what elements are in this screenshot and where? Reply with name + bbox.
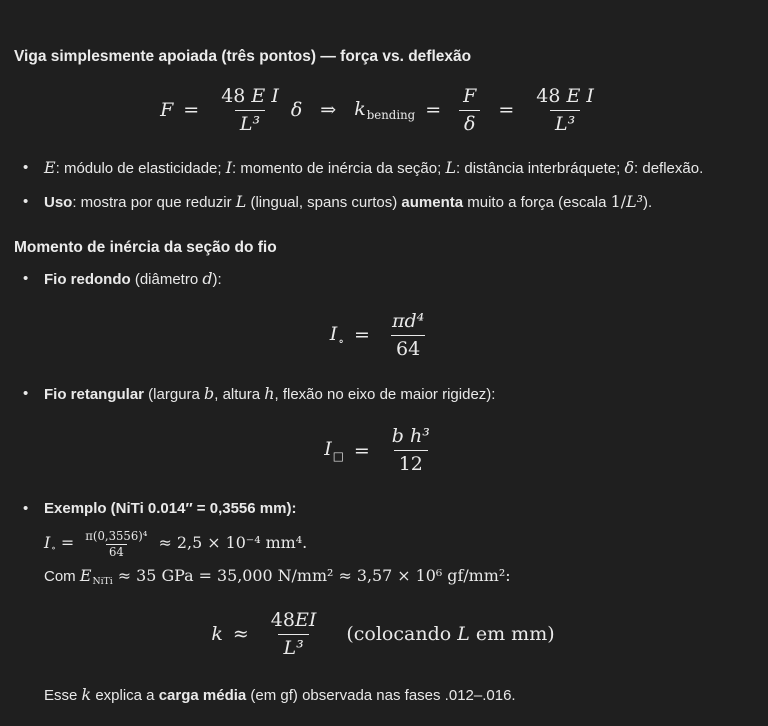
- math-var-F: F: [160, 99, 174, 122]
- text-segment: muito a força (escala: [463, 194, 611, 212]
- text-segment: Esse: [44, 686, 82, 704]
- math-vars: EI: [294, 609, 317, 632]
- inline-fraction: [82, 529, 150, 559]
- equation-force-deflection: [14, 84, 752, 136]
- text-segment: , altura: [214, 385, 265, 403]
- bold-fio-redondo: Fio redondo: [44, 270, 131, 288]
- bullet-example: [14, 497, 752, 520]
- math-var-I: I: [44, 532, 51, 552]
- math-vars: E I: [566, 85, 594, 107]
- example-block: [44, 529, 752, 590]
- approx-sign: ≈: [232, 623, 249, 646]
- fraction-numerator: π(0,3556)⁴: [85, 528, 148, 543]
- fraction-numerator: [531, 84, 599, 110]
- math-coef: 48: [270, 609, 295, 632]
- equation-note: [346, 623, 554, 645]
- math-var-E: E: [44, 158, 56, 178]
- equation-inertia-rect: [14, 424, 752, 476]
- equation-inertia-round: [14, 309, 752, 361]
- math-coef: 48: [221, 85, 252, 107]
- text-segment: : deflexão.: [634, 160, 704, 178]
- fraction-bh3-12: [387, 424, 435, 476]
- text-segment: : módulo de elasticidade;: [55, 160, 226, 178]
- fraction-denominator: 12: [394, 450, 428, 477]
- math-var-k: k: [81, 684, 92, 704]
- bold-uso: Uso: [44, 194, 73, 212]
- bold-exemplo: Exemplo (NiTi 0.014″ = 0,3556 mm):: [44, 499, 297, 517]
- fraction-denominator: 64: [391, 335, 425, 362]
- example-modulus-line: [44, 563, 752, 590]
- math-var-E: E: [79, 566, 92, 586]
- note-text: (colocando: [346, 623, 458, 646]
- math-coef: 48: [536, 85, 567, 107]
- equals-sign: =: [498, 99, 515, 122]
- math-var-b: b: [204, 383, 215, 403]
- equals-sign: =: [353, 439, 370, 462]
- note-text: em mm): [469, 623, 555, 646]
- math-subscript-bending: bending: [366, 108, 416, 123]
- math-subscript-circle: ∘: [51, 543, 56, 555]
- text-segment: : distância interbráquete;: [456, 160, 625, 178]
- text-segment: explica a: [91, 686, 159, 704]
- equation-k-final: [14, 608, 752, 660]
- math-vars: E I: [251, 85, 279, 107]
- text-segment: : mostra por que reduzir: [72, 194, 236, 212]
- text-segment: ).: [643, 194, 653, 212]
- text-segment: , flexão no eixo de maior rigidez):: [274, 385, 496, 403]
- bullet-uso: [14, 190, 752, 215]
- math-result: ≈ 35 GPa = 35,000 N/mm² ≈ 3,57 × 10⁶ gf/mm²:: [112, 566, 511, 586]
- fraction-denominator: δ: [459, 110, 480, 137]
- bold-carga-media: carga média: [158, 686, 247, 704]
- math-var-delta: δ: [290, 99, 303, 122]
- math-I-circ: [330, 323, 344, 347]
- fraction-denominator: 64: [106, 544, 127, 560]
- fraction-F-delta: [458, 84, 481, 136]
- math-result: ≈ 2,5 × 10⁻⁴ mm⁴.: [153, 532, 308, 552]
- text-segment: (diâmetro: [130, 270, 203, 288]
- fraction-numerator: F: [463, 85, 477, 107]
- fraction-48EI-L3: [216, 84, 284, 136]
- bullet-round-wire: [14, 267, 752, 292]
- math-L-cubed: L³: [626, 192, 644, 212]
- bullet-variable-definitions: [14, 156, 752, 181]
- math-one-over: 1/: [610, 192, 627, 212]
- equals-sign: =: [354, 324, 370, 347]
- fraction-48EI-L3: [266, 608, 322, 660]
- math-var-delta: δ: [624, 158, 635, 178]
- text-segment: ):: [212, 270, 222, 288]
- math-var-k: k: [354, 98, 366, 121]
- math-var-I: I: [324, 438, 332, 461]
- math-var-L: L: [445, 158, 457, 178]
- math-var-d: d: [202, 268, 213, 288]
- math-var-h: h: [264, 383, 275, 403]
- fraction-numerator: [216, 84, 284, 110]
- math-k-bending: [354, 98, 415, 122]
- bold-aumenta: aumenta: [401, 194, 464, 212]
- fraction-pid4-64: [387, 309, 429, 361]
- bullet-rect-wire: [14, 382, 752, 407]
- fraction-numerator: πd⁴: [391, 310, 425, 333]
- fraction-48EI-L3: [531, 84, 599, 136]
- math-subscript-circle: ∘: [338, 333, 345, 348]
- equals-sign: =: [55, 532, 80, 552]
- fraction-numerator: b h³: [391, 425, 430, 448]
- fraction-denominator: L³: [278, 634, 308, 661]
- fraction-numerator: [266, 608, 322, 634]
- math-var-L: L: [457, 623, 470, 646]
- text-segment: (largura: [144, 385, 205, 403]
- fraction-denominator: L³: [550, 110, 580, 137]
- fraction-denominator: L³: [235, 110, 265, 137]
- math-var-I: I: [329, 323, 338, 346]
- math-I-square: [324, 438, 344, 462]
- example-calc-line: [44, 529, 752, 559]
- text-segment: (lingual, spans curtos): [246, 194, 402, 212]
- text-segment: (em gf) observada nas fases .012–.016.: [246, 686, 516, 704]
- math-subscript-square: □: [332, 448, 344, 463]
- bold-fio-retangular: Fio retangular: [44, 385, 145, 403]
- math-var-k: k: [211, 623, 223, 646]
- equals-sign: =: [183, 99, 200, 122]
- math-var-L: L: [235, 192, 247, 212]
- text-segment: Com: [44, 568, 80, 586]
- section-heading-inertia: Momento de inércia da seção do fio: [14, 238, 277, 256]
- math-var-I: I: [225, 158, 232, 178]
- equals-sign: =: [425, 99, 442, 122]
- implies-arrow: ⇒: [320, 99, 337, 122]
- section-heading-beam: Viga simplesmente apoiada (três pontos) — força vs. deflexão: [14, 48, 472, 65]
- math-subscript-niti: NiTi: [92, 576, 113, 588]
- closing-paragraph: [44, 683, 752, 708]
- text-segment: : momento de inércia da seção;: [232, 160, 446, 178]
